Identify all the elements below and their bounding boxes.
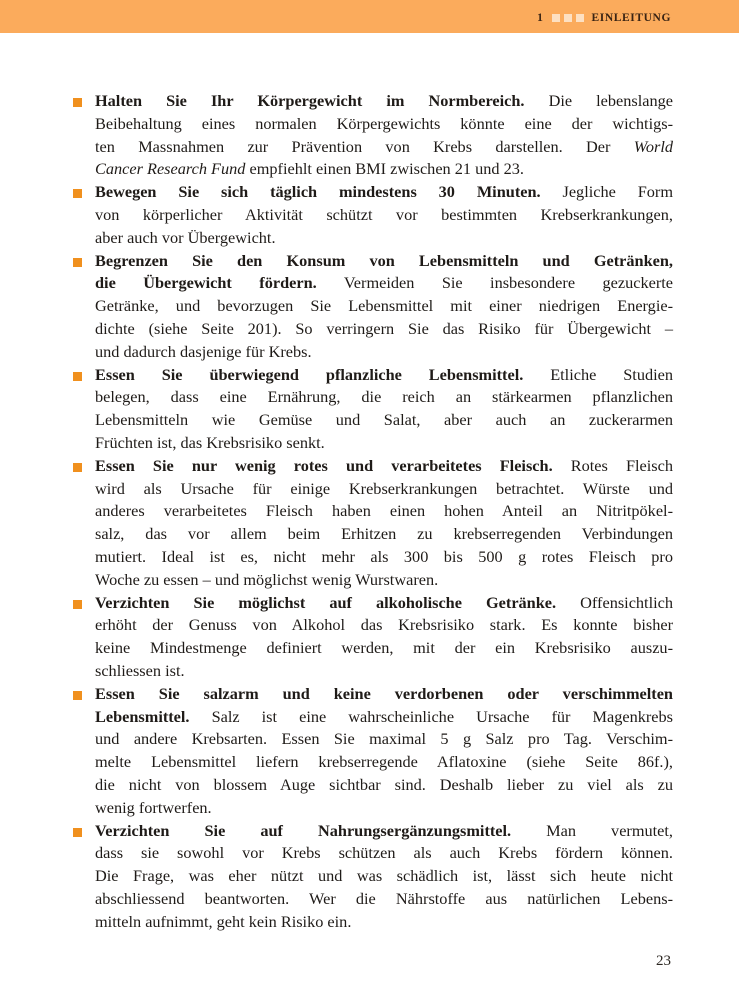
list-item — [95, 364, 673, 455]
list-item — [95, 820, 673, 934]
item-text: wenig fortwerfen. — [95, 797, 212, 817]
item-text: Lebensmitteln wie Gemüse und Salat, aber auch an zuckerarmen — [95, 410, 673, 430]
header-square-icon — [552, 14, 560, 22]
item-text: und dadurch dasjenige für Krebs. — [95, 341, 312, 361]
item-text: erhöht der Genuss von Alkohol das Krebsrisiko stark. Es konnte bisher — [95, 615, 673, 635]
item-text: Salz ist eine wahrscheinliche Ursache für Magenkrebs — [211, 706, 673, 726]
header-square-icon — [564, 14, 572, 22]
list-item — [95, 250, 673, 364]
square-bullet-icon — [73, 691, 82, 700]
item-text: Woche zu essen – und möglichst wenig Wurstwaren. — [95, 569, 439, 589]
item-text: Rotes Fleisch — [570, 455, 673, 475]
square-bullet-icon — [73, 98, 82, 107]
list-item — [95, 90, 673, 181]
item-text: Etliche Studien — [550, 364, 673, 384]
square-bullet-icon — [73, 372, 82, 381]
item-text: die nicht von blossem Auge sichtbar sind. Deshalb lieber zu viel als zu — [95, 774, 673, 794]
item-text: Vermeiden Sie insbesondere gezuckerte — [343, 273, 673, 293]
item-text: keine Mindestmenge definiert werden, mit der ein Krebsrisiko auszu- — [95, 638, 673, 658]
item-text: abschliessend beantworten. Wer die Nährstoffe aus natürlichen Lebens- — [95, 888, 673, 908]
recommendation-list — [95, 90, 673, 933]
item-text: von körperlicher Aktivität schützt vor bestimmten Krebserkrankungen, — [95, 204, 673, 224]
item-lead: Essen Sie salzarm und keine verdorbenen oder verschimmelten — [95, 683, 673, 703]
item-text: melte Lebensmittel liefern krebserregende Aflatoxine (siehe Seite 86f.), — [95, 752, 673, 772]
item-text: Beibehaltung eines normalen Körpergewichts könnte eine der wichtigs- — [95, 113, 673, 133]
item-lead: die Übergewicht fördern. — [95, 273, 317, 293]
item-text-italic: Cancer Research Fund — [95, 159, 246, 179]
chapter-title: EINLEITUNG — [591, 12, 671, 24]
item-text: empfiehlt einen BMI zwischen 21 und 23. — [249, 159, 524, 179]
item-text: mitteln aufnimmt, geht kein Risiko ein. — [95, 911, 352, 931]
item-text: aber auch vor Übergewicht. — [95, 227, 276, 247]
item-lead: Begrenzen Sie den Konsum von Lebensmitteln und Getränken, — [95, 250, 673, 270]
item-text: wird als Ursache für einige Krebserkrankungen betrachtet. Würste und — [95, 478, 673, 498]
list-item — [95, 592, 673, 683]
square-bullet-icon — [73, 600, 82, 609]
item-text-italic: World — [633, 136, 673, 156]
item-lead: Halten Sie Ihr Körpergewicht im Normbereich. — [95, 91, 525, 110]
item-lead: Essen Sie überwiegend pflanzliche Lebensmittel. — [95, 364, 524, 384]
item-text: Offensichtlich — [580, 592, 673, 612]
list-item — [95, 181, 673, 249]
square-bullet-icon — [73, 258, 82, 267]
item-text: mutiert. Ideal ist es, nicht mehr als 300 bis 500 g rotes Fleisch pro — [95, 546, 673, 566]
square-bullet-icon — [73, 828, 82, 837]
item-text: dass sie sowohl vor Krebs schützen als auch Krebs fördern können. — [95, 843, 673, 863]
chapter-number: 1 — [537, 12, 544, 24]
item-text: Die lebenslange — [548, 91, 673, 110]
item-lead: Bewegen Sie sich täglich mindestens 30 Minuten. — [95, 182, 541, 202]
page-number: 23 — [656, 953, 671, 969]
square-bullet-icon — [73, 463, 82, 472]
running-header — [537, 12, 671, 24]
item-lead: Essen Sie nur wenig rotes und verarbeitetes Fleisch. — [95, 455, 553, 475]
chapter-header-band — [0, 0, 739, 33]
item-text: Früchten ist, das Krebsrisiko senkt. — [95, 432, 325, 452]
item-text: Die Frage, was eher nützt und was schädlich ist, lässt sich heute nicht — [95, 866, 673, 886]
item-lead: Verzichten Sie auf Nahrungsergänzungsmittel. — [95, 820, 512, 840]
item-text: anderes verarbeitetes Fleisch haben einen hohen Anteil an Nitritpökel- — [95, 501, 673, 521]
list-item — [95, 683, 673, 820]
item-text: dichte (siehe Seite 201). So verringern Sie das Risiko für Übergewicht – — [95, 318, 673, 338]
item-text: belegen, dass eine Ernährung, die reich an stärkearmen pflanzlichen — [95, 387, 673, 407]
list-item — [95, 455, 673, 592]
square-bullet-icon — [73, 189, 82, 198]
item-lead: Verzichten Sie möglichst auf alkoholische Getränke. — [95, 592, 557, 612]
item-lead: Lebensmittel. — [95, 706, 190, 726]
item-text: schliessen ist. — [95, 660, 185, 680]
item-text: salz, das vor allem beim Erhitzen zu krebserregenden Verbindungen — [95, 524, 673, 544]
item-text: ten Massnahmen zur Prävention von Krebs darstellen. Der — [95, 136, 611, 156]
item-text: Man vermutet, — [546, 820, 673, 840]
header-square-icon — [576, 14, 584, 22]
item-text: und andere Krebsarten. Essen Sie maximal 5 g Salz pro Tag. Verschim- — [95, 729, 673, 749]
item-text: Jegliche Form — [562, 182, 674, 202]
item-text: Getränke, und bevorzugen Sie Lebensmittel mit einer niedrigen Energie- — [95, 296, 673, 316]
